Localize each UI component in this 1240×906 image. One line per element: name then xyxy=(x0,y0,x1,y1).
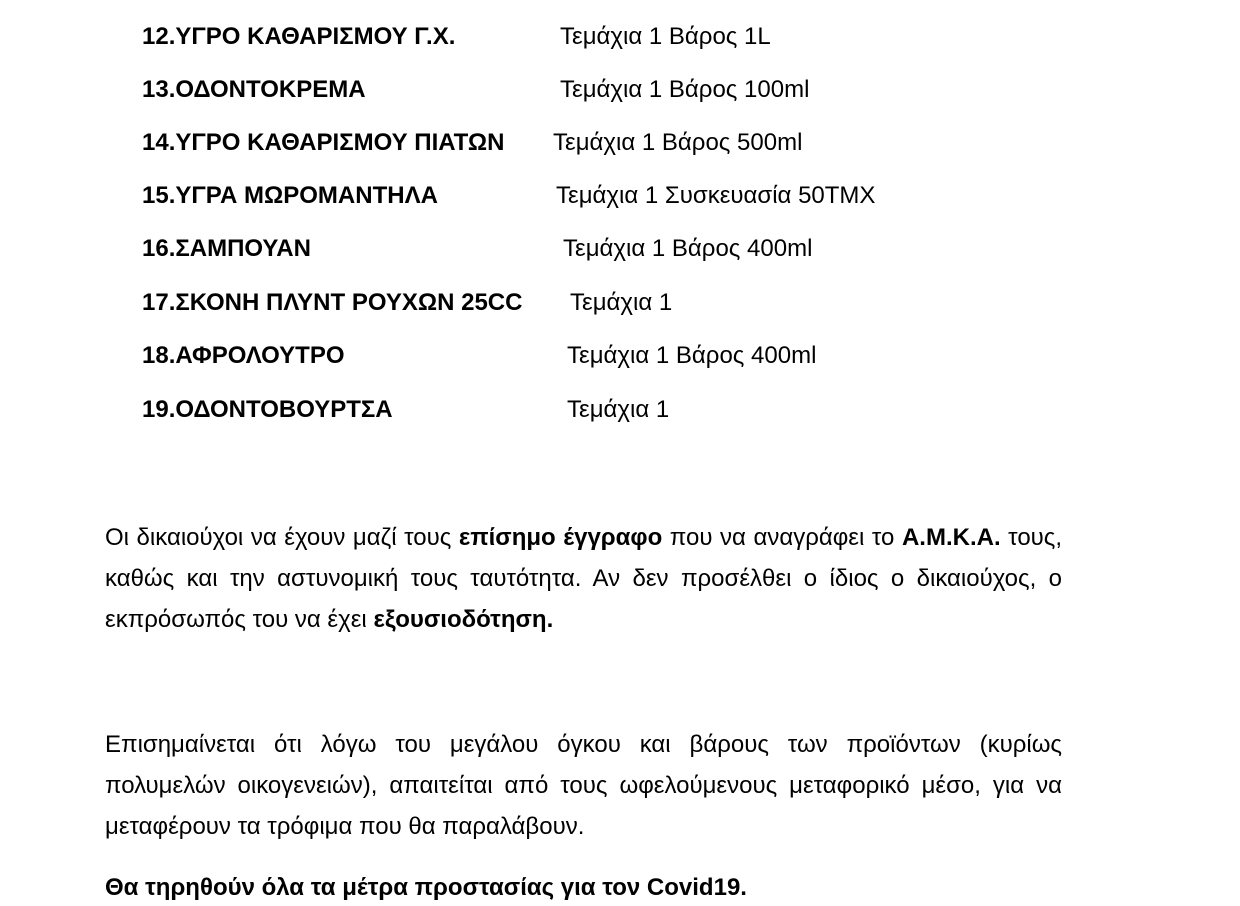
official-document-text: επίσημο έγγραφο xyxy=(458,524,663,551)
item-name: 14.ΥΓΡΟ ΚΑΘΑΡΙΣΜΟΥ ΠΙΑΤΩΝ xyxy=(142,129,505,156)
requirements-paragraph xyxy=(105,517,1062,640)
item-detail: Τεμάχια 1 Βάρος 500ml xyxy=(553,129,803,156)
list-item xyxy=(142,180,1042,212)
list-item xyxy=(142,127,1042,159)
item-detail: Τεμάχια 1 Βάρος 100ml xyxy=(560,76,810,103)
item-name: 13.ΟΔΟΝΤΟΚΡΕΜΑ xyxy=(142,76,366,103)
item-name: 12.ΥΓΡΟ ΚΑΘΑΡΙΣΜΟΥ Γ.Χ. xyxy=(142,23,456,50)
item-name: 15.ΥΓΡΑ ΜΩΡΟΜΑΝΤΗΛΑ xyxy=(142,182,438,209)
item-detail: Τεμάχια 1 Βάρος 400ml xyxy=(563,235,813,262)
covid-measures-note: Θα τηρηθούν όλα τα μέτρα προστασίας για τον Covid19. xyxy=(105,874,747,901)
item-detail: Τεμάχια 1 Συσκευασία 50ΤΜΧ xyxy=(556,182,876,209)
item-detail: Τεμάχια 1 xyxy=(567,396,670,423)
paragraph-text: που να αναγράφει το xyxy=(662,524,902,551)
item-detail: Τεμάχια 1 xyxy=(570,289,673,316)
item-name: 18.ΑΦΡΟΛΟΥΤΡΟ xyxy=(142,342,345,369)
list-item xyxy=(142,340,1042,372)
item-name: 16.ΣΑΜΠΟΥΑΝ xyxy=(142,235,311,262)
list-item xyxy=(142,287,1042,319)
list-item xyxy=(142,233,1042,265)
item-detail: Τεμάχια 1 Βάρος 1L xyxy=(560,23,771,50)
authorization-text: εξουσιοδότηση. xyxy=(373,606,554,633)
list-item xyxy=(142,21,1042,53)
paragraph-text: τους, καθώς και την αστυνομική τους ταυτότητα. Αν δεν προσέλθει ο ίδιος ο δικαιούχος, ο εκπρόσωπός του να έχει xyxy=(105,524,1063,633)
item-name: 19.ΟΔΟΝΤΟΒΟΥΡΤΣΑ xyxy=(142,396,393,423)
list-item xyxy=(142,74,1042,106)
amka-text: Α.Μ.Κ.Α. xyxy=(901,524,1001,551)
item-name: 17.ΣΚΟΝΗ ΠΛΥΝΤ ΡΟΥΧΩΝ 25CC xyxy=(142,289,523,316)
paragraph-text: Οι δικαιούχοι να έχουν μαζί τους xyxy=(105,524,459,551)
item-detail: Τεμάχια 1 Βάρος 400ml xyxy=(567,342,817,369)
transport-notice-paragraph: Επισημαίνεται ότι λόγω του μεγάλου όγκου και βάρους των προϊόντων (κυρίως πολυμελών οικογενειών), απαιτείται από τους ωφελούμενους μεταφορικό μέσο, για να μεταφέρουν τα τρόφιμα που θα παραλάβουν. xyxy=(105,731,1062,840)
list-item xyxy=(142,394,1042,426)
